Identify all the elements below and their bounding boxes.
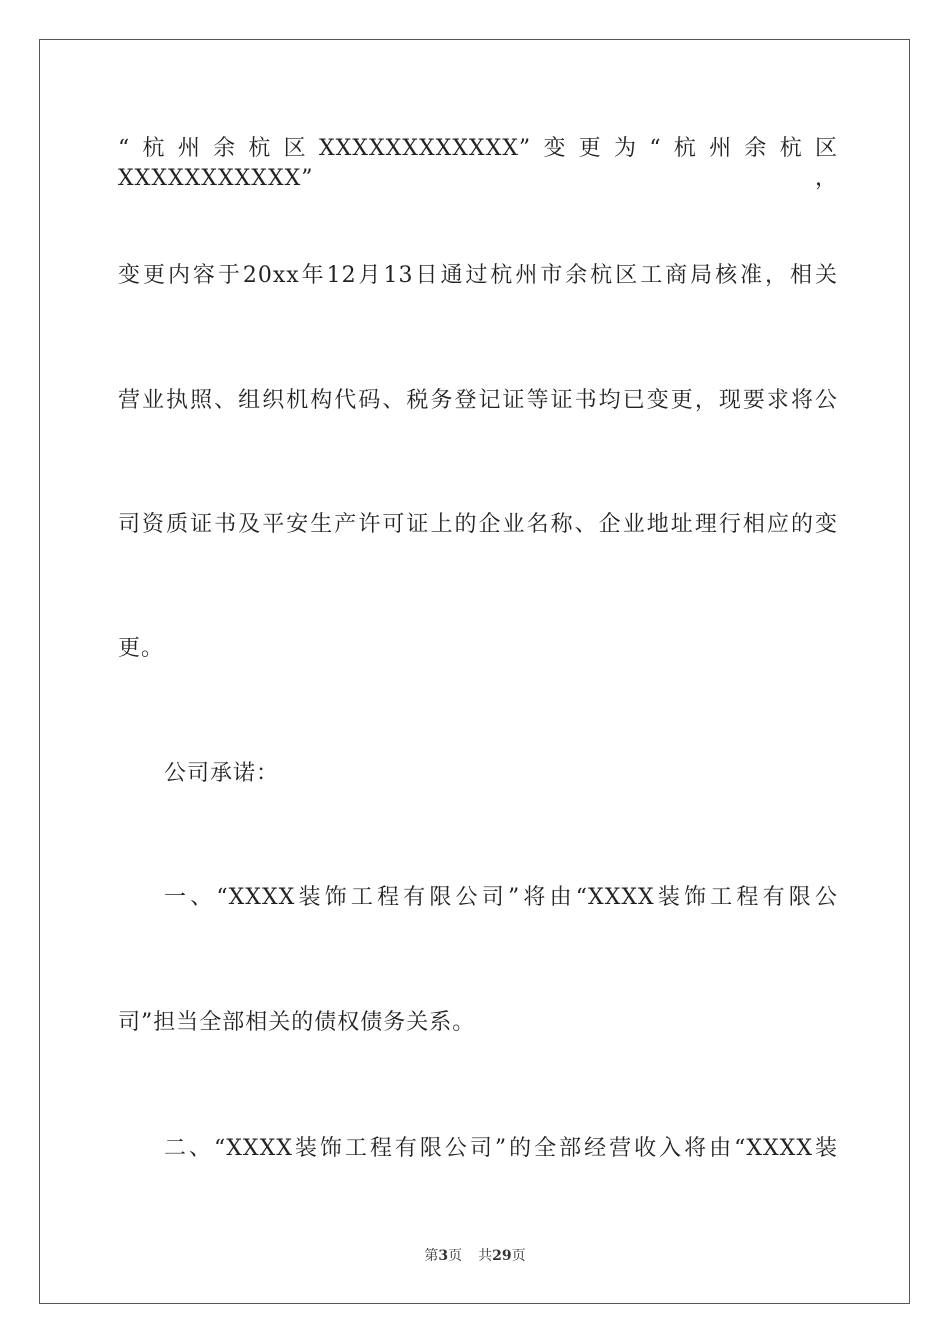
commitment-item-1-line-2: 司”担当全部相关的债权债务关系。 (118, 1010, 476, 1035)
body-line-3: 营业执照、组织机构代码、税务登记证等证书均已变更，现要求将公 (118, 388, 838, 413)
total-page-count: 29 (492, 1248, 512, 1264)
current-page-number: 3 (438, 1248, 449, 1264)
body-line-2: 变更内容于20xx年12月13日通过杭州市余杭区工商局核准，相关 (118, 263, 838, 288)
body-line-5: 更。 (118, 636, 165, 661)
page-border (39, 39, 910, 1304)
page-footer (0, 1247, 950, 1265)
commitment-item-2-line-1: 二、“XXXX装饰工程有限公司”的全部经营收入将由“XXXX装 (164, 1136, 838, 1161)
body-line-1: “杭州余杭区XXXXXXXXXXXX”变更为“杭州余杭区XXXXXXXXXXX”， (118, 136, 839, 191)
page-prefix: 第 (424, 1248, 439, 1264)
page-suffix: 页 (448, 1248, 463, 1264)
total-prefix: 共 (478, 1248, 493, 1264)
total-suffix: 页 (511, 1248, 526, 1264)
commitment-heading: 公司承诺： (164, 761, 280, 786)
commitment-item-1-line-1: 一、“XXXX装饰工程有限公司”将由“XXXX装饰工程有限公 (164, 885, 838, 910)
body-line-4: 司资质证书及平安生产许可证上的企业名称、企业地址理行相应的变 (118, 512, 838, 537)
